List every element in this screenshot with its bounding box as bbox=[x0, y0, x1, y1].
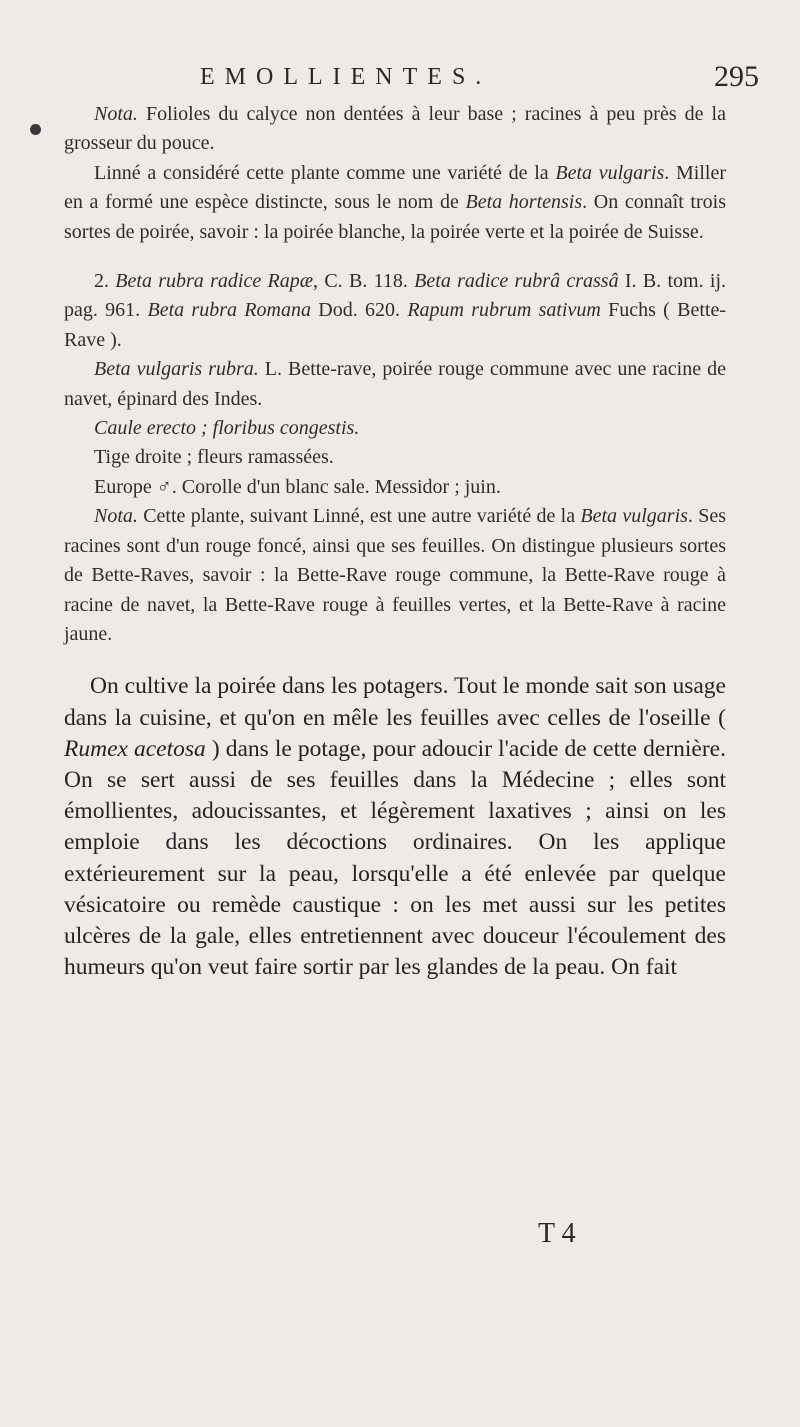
item-number: 2. bbox=[94, 270, 116, 293]
linne-paragraph bbox=[64, 159, 726, 247]
species-rumex-acetosa: Rumex acetosa bbox=[64, 735, 206, 762]
linne-text-b: . Miller en a formé une espèce distincte, sous le nom de bbox=[64, 161, 726, 214]
main-text-section bbox=[64, 671, 726, 983]
usage-paragraph bbox=[64, 671, 726, 983]
signature-mark: T 4 bbox=[538, 1218, 576, 1249]
synonym-4: Rapum rubrum sativum bbox=[407, 299, 601, 322]
usage-text-b: ) dans le potage, pour adoucir l'acide de cette dernière. On se sert aussi de ses feuilles dans la Médecine ; elles sont émollientes, adoucissantes, et légèrement laxatives ; ainsi on les emploie dans les décoctions ordinaires. On les applique extérieurement sur la peau, lorsqu'elle a été enlevée par quelque vésicatoire ou remède caustique : on les met aussi sur les petites ulcères de la gale, elles entretiennent avec douceur l'écoulement des humeurs qu'on veut faire sortir par les glandes de la peau. On fait bbox=[64, 735, 726, 981]
species-beta-vulgaris: Beta vulgaris bbox=[555, 161, 665, 184]
habitat-text: Europe ♂. Corolle d'un blanc sale. Messidor ; juin. bbox=[94, 475, 501, 498]
french-diagnosis-text: Tige droite ; fleurs ramassées. bbox=[94, 446, 334, 469]
french-diagnosis bbox=[64, 443, 726, 472]
running-header bbox=[0, 60, 800, 100]
latin-diagnosis-text: Caule erecto ; floribus congestis. bbox=[94, 417, 360, 440]
reference-2: I. B. tom. ij. pag. 961. bbox=[64, 270, 726, 322]
linne-text-a: Linné a considéré cette plante comme une variété de la bbox=[94, 161, 556, 184]
synonym-1: Beta rubra radice Rapæ bbox=[115, 270, 314, 293]
linnaean-name: Beta vulgaris rubra. bbox=[94, 358, 259, 381]
synonym-3: Beta rubra Romana bbox=[147, 299, 311, 322]
nota-paragraph-1 bbox=[64, 100, 726, 159]
species-beta-hortensis: Beta hortensis bbox=[465, 191, 583, 214]
page-number: 295 bbox=[714, 60, 759, 93]
linne-text-c: . On connaît trois sortes de poirée, savoir : la poirée blanche, la poirée verte et la poirée de Suisse. bbox=[64, 191, 726, 243]
nota-2-text-b: . Ses racines sont d'un rouge foncé, ainsi que ses feuilles. On distingue plusieurs sortes de Bette-Raves, savoir : la Bette-Rave rouge commune, la Bette-Rave rouge à racine de navet, la Bette-Rave rouge à feuilles vertes, et la Bette-Rave à racine jaune. bbox=[64, 505, 726, 645]
reference-1: , C. B. 118. bbox=[313, 270, 415, 293]
nota-text: Folioles du calyce non dentées à leur base ; racines à peu près de la grosseur du pouce. bbox=[64, 103, 726, 155]
usage-text-a: On cultive la poirée dans les potagers. Tout le monde sait son usage dans la cuisine, et qu'on en mêle les feuilles avec celles de l'oseille ( bbox=[64, 673, 726, 731]
synonym-2: Beta radice rubrâ crassâ bbox=[414, 270, 619, 293]
nota-2-text-a: Cette plante, suivant Linné, est une autre variété de la bbox=[137, 505, 581, 528]
habitat-paragraph bbox=[64, 473, 726, 502]
linnaean-name-paragraph bbox=[64, 355, 726, 414]
nota-label-2: Nota. bbox=[94, 505, 138, 528]
latin-diagnosis bbox=[64, 414, 726, 443]
page-body bbox=[64, 100, 726, 983]
running-title: EMOLLIENTES. bbox=[200, 64, 492, 90]
ink-spot-mark bbox=[30, 124, 41, 135]
species-beta-vulgaris-2: Beta vulgaris bbox=[580, 505, 688, 528]
nota-label: Nota. bbox=[94, 103, 138, 125]
nota-paragraph-2 bbox=[64, 502, 726, 649]
common-names: L. Bette-rave, poirée rouge commune avec une racine de navet, épinard des Indes. bbox=[64, 358, 726, 410]
small-type-section bbox=[64, 100, 726, 649]
reference-3: Dod. 620. bbox=[310, 299, 408, 322]
synonymy-paragraph bbox=[64, 267, 726, 355]
reference-4: Fuchs ( Bette-Rave ). bbox=[64, 299, 726, 351]
